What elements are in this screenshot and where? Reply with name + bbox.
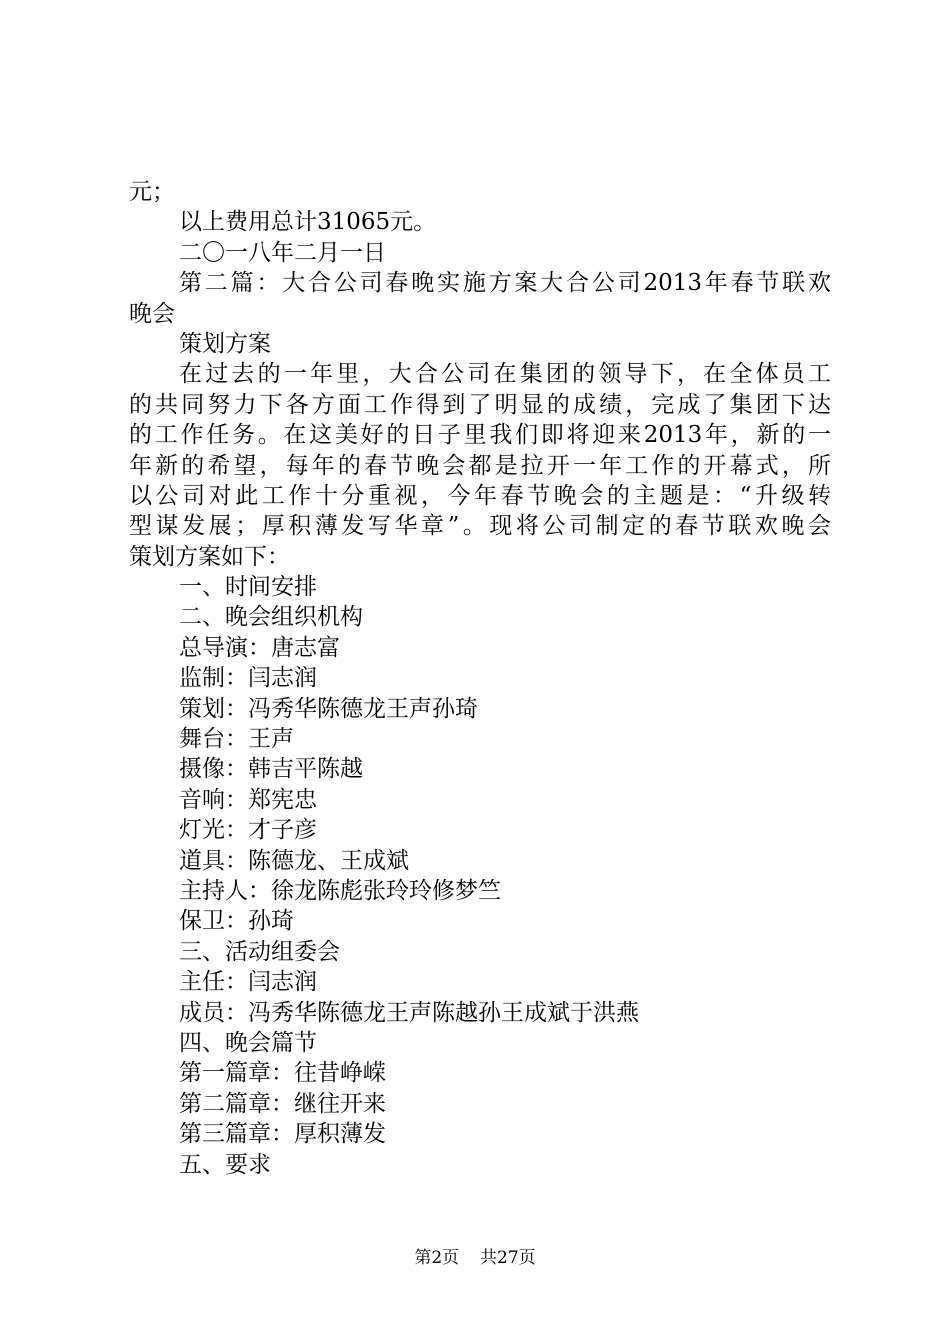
page-total: 共27页 — [480, 1248, 536, 1268]
page-number: 第2页 — [414, 1248, 460, 1268]
text-line: 以上费用总计31065元。 — [179, 209, 437, 236]
text-line: 五、要求 — [179, 1151, 271, 1178]
text-line: 道具：陈德龙、王成斌 — [179, 847, 409, 874]
text-line: 一、时间安排 — [179, 574, 317, 601]
text-line: 第二篇：大合公司春晚实施方案大合公司2013年春节联欢 — [179, 270, 831, 297]
text-line: 以公司对此工作十分重视，今年春节晚会的主题是：“升级转 — [129, 482, 831, 509]
text-line: 成员：冯秀华陈德龙王声陈越孙王成斌于洪燕 — [179, 999, 639, 1026]
text-line: 四、晚会篇节 — [179, 1029, 317, 1056]
text-line: 年新的希望，每年的春节晚会都是拉开一年工作的开幕式，所 — [129, 452, 831, 479]
text-line: 第二篇章：继往开来 — [179, 1090, 386, 1117]
text-line: 元； — [129, 179, 175, 205]
text-line: 舞台：王声 — [179, 726, 294, 753]
document-body — [129, 177, 831, 1180]
text-line: 策划方案 — [179, 330, 271, 357]
text-line: 晚会 — [129, 300, 175, 327]
text-line: 型谋发展；厚积薄发写华章”。现将公司制定的春节联欢晚会 — [129, 513, 831, 540]
text-line: 二、晚会组织机构 — [179, 604, 363, 631]
text-line: 在过去的一年里，大合公司在集团的领导下，在全体员工 — [179, 361, 831, 388]
text-line: 灯光：才子彦 — [179, 817, 317, 844]
text-line: 策划方案如下： — [129, 543, 290, 570]
text-line: 音响：郑宪忠 — [179, 786, 317, 813]
text-line: 策划：冯秀华陈德龙王声孙琦 — [179, 695, 478, 722]
text-line: 第一篇章：往昔峥嵘 — [179, 1060, 386, 1087]
text-line: 监制：闫志润 — [179, 665, 317, 692]
text-line: 的工作任务。在这美好的日子里我们即将迎来2013年，新的一 — [129, 422, 831, 449]
text-line: 主持人：徐龙陈彪张玲玲修梦竺 — [179, 877, 501, 904]
text-line: 总导演：唐志富 — [179, 634, 340, 661]
page-footer — [0, 1243, 950, 1268]
text-line: 摄像：韩吉平陈越 — [179, 756, 363, 783]
text-line: 保卫：孙琦 — [179, 908, 294, 935]
text-line: 主任：闫志润 — [179, 969, 317, 996]
text-line: 二〇一八年二月一日 — [179, 239, 386, 266]
text-line: 第三篇章：厚积薄发 — [179, 1121, 386, 1148]
text-line: 的共同努力下各方面工作得到了明显的成绩，完成了集团下达 — [129, 391, 831, 418]
text-line: 三、活动组委会 — [179, 938, 340, 965]
